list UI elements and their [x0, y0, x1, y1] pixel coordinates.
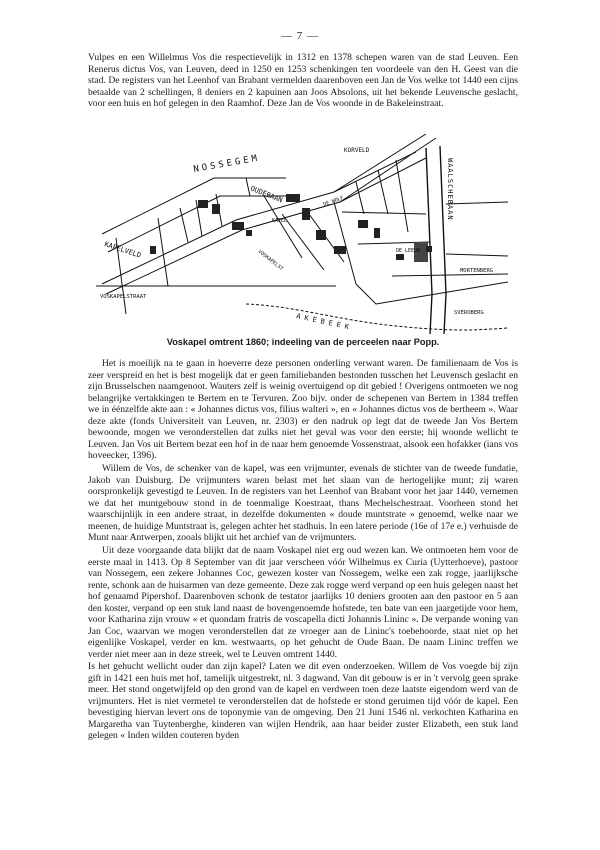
map-road	[102, 152, 416, 284]
map-label-voskapelst: VOSKAPELST	[256, 248, 285, 273]
waalschebaan-road	[426, 148, 432, 334]
parcel-line	[264, 196, 302, 258]
page-number: — 7 —	[281, 30, 319, 42]
parcel-line	[246, 178, 250, 196]
map-label-sveroberg: SVEROBERG	[454, 310, 484, 316]
map-figure	[96, 134, 508, 334]
map-label-dewolf: DE WOLF	[322, 195, 345, 208]
stream-line	[246, 304, 508, 330]
map-label-leeuw: DE LEEUW	[396, 248, 421, 254]
parcel-line	[158, 218, 168, 286]
map-label-oudebaan: OUDEBAAN	[249, 184, 284, 205]
waalschebaan-road	[440, 146, 446, 334]
map-road	[334, 134, 426, 192]
paragraph-5: Is het gehucht wellicht ouder dan zijn kapel? Laten we dit even onderzoeken. Willem de Vos voegde bij zijn gift in 1421 een huis met hof, tamelijk uitgestrekt, nl. 3 dagwand. Van dit gebouw is er in 't vervolg geen sprake meer. Het stond ongetwijfeld op den grond van de kapel en verdween toen deze laatste eigendom werd van de vrijmunters. Het is niet vermetel te veronderstellen dat de hofstede er stond geruimen tijd vóór de kapel. Een bevestiging hiervan levert ons de toponymie van de omgeving. Den 21 Juni 1546 nl. verkochten Katharina en Margaretha van Tuytenberghe, kinderen van wijlen Hendrik, aan haar beider zuster Elizabeth, een stuk land gelegen « Inden wilden couteren byden	[88, 661, 518, 741]
map-label-kapel: KAPEL	[272, 218, 288, 224]
map-label-kapelveld: KAPELVELD	[103, 240, 142, 260]
parcel-line	[282, 214, 324, 270]
paragraph-1: Vulpes en een Willelmus Vos die respectievelijk in 1312 en 1378 schepen waren van de stad Leuven. Een Renerus dictus Vos, van Leuven, deed in 1250 en 1253 schenkingen ten voordeele van den H. Geest van die stad. De registers van het Leenhof van Brabant vermelden daarenboven een Jan de Vos welke tot 1440 een cijns betaalde van 2 schellingen, 8 deniers en 2 kapuinen aan Joos Absolons, uit het bekende Leuvensche geslacht, voor een huis en hof gelegen in den Raamhof. Deze Jan de Vos woonde in de Bakeleinstraat.	[88, 52, 518, 109]
paragraph-3: Willem de Vos, de schenker van de kapel, was een vrijmunter, evenals de stichter van de tweede fundatie, Jakob van Duisburg. De vrijmunters waren belast met het slaan van de hertogelijke munt; zij waren oorspronkelijk gevestigd te Leuven. In de registers van het Leenhof van Brabant voor het jaar 1440, vernemen we dat het muntgebouw stond in de toenmalige Koestraat, thans Mechelschestraat. Voorheen stond het waarschijnlijk in een andere straat, in dezelfde dokumenten « doude muntstrate » genoemd, welke naar we meenen, de huidige Muntstraat is, gelegen achter het stadhuis. In een latere periode (16e of 17e e.) verhuisde de Munt naar Antwerpen, zooals blijkt uit het archief van de vrijmunters.	[88, 463, 518, 543]
map-label-akebeek: AKEBEEK	[295, 312, 354, 332]
map-label-mortenberg: MORTENBERG	[460, 268, 494, 274]
map-label-waalschebaan: WAALSCHEBAAN	[446, 158, 454, 221]
map-label-voskapelstraat: VOSKAPELSTRAAT	[100, 294, 147, 300]
parcel-line	[446, 254, 508, 256]
paragraph-2: Het is moeilijk na te gaan in hoeverre deze personen onderling verwant waren. De familienaam de Vos is zeer verspreid en het is best mogelijk dat er geen familiebanden bestonden tusschen het Leuvensch geslacht en zijn Brusselschen naamgenoot. Wauters zelf is weinig overtuigend op dit gebied ! Overigens ontmoeten we nog belangrijke vertakkingen te Bertem en te Tervuren. Zoo bijv. onder de schepenen van Bertem in 1384 treffen we in éénzelfde akte aan : « Johannes dictus vos, filius walteri », en « Johannes dictus vos de bertheem ». Waar deze akte (fonds Universiteit van Leuven, nr. 2303) er den nadruk op legt dat de tweede Jan Vos Bertem bewoonde, mogen we veronderstellen dat zulks niet het geval was voor den eerste; hij woonde wellicht te Leuven. Jan Vos uit Bertem bezat een hof in de naar hem genoemde Vossenstraat, alsook een hofakker (ians vos hoveecker, 1396).	[88, 358, 518, 461]
parcel-line	[378, 170, 388, 214]
map-label-nossegem: NOSSEGEM	[192, 153, 261, 175]
figure-caption: Voskapel omtrent 1860; indeeling van de perceelen naar Popp.	[166, 337, 440, 347]
parcel-line	[446, 202, 508, 204]
map-label-korveld: KORVELD	[344, 147, 370, 154]
paragraph-4: Uit deze voorgaande data blijkt dat de naam Voskapel niet erg oud wezen kan. We ontmoeten hem voor de eerste maal in 1413. Op 8 September van dit jaar verscheen vóór Wilhelmus ex Curia (Uytterhoeve), pastoor van Nossegem, een zekere Johannes Coc, gewezen koster van Nossegem, welke een zak rogge, jaarlijksche rente, schonk aan de huisarmen van deze gemeente. Deze zak rogge werd verpand op een huis gelegen naast het hof genaamd Pipershof. Daarenboven schonk de testator jaarlijks 10 deniers grooten aan den pastoor en 5 aan den koster, verpand op een stuk land naast de bovengenoemde hofstede, ten bate van een jaargetijde voor hem, voor Katharina zijn vrouw « et quondam fratris de voscapella dicti Johannis Lininc ». De verpande woning van Jan Coc, waarvan we mogen veronderstellen dat ze vroeger aan de Lininc's toebehoorde, staat niet op het eigenlijke Voskapel, verder en km. westwaarts, op het gehucht de Oude Baan. De naam Lininc treffen we verder niet meer aan in deze streek, wel te Leuven omtrent 1440.	[88, 545, 518, 660]
voskapel-map	[96, 134, 508, 334]
parcel-line	[342, 212, 426, 214]
parcel-line	[392, 274, 508, 276]
